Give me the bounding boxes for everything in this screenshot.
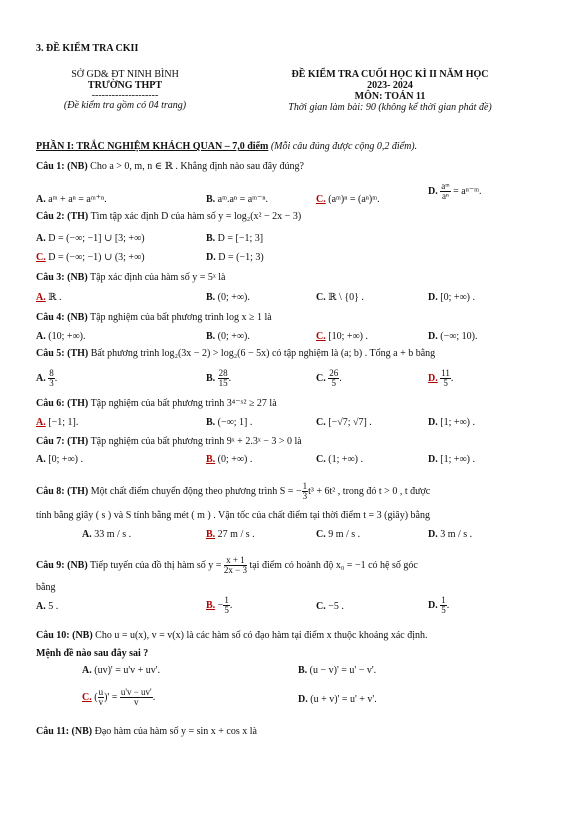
q6-option-d[interactable]: D. [1; +∞) . <box>428 417 475 428</box>
question-7 <box>36 436 302 447</box>
q1-option-a[interactable]: A. aᵐ + aⁿ = aᵐ⁺ⁿ. <box>36 194 107 205</box>
question-label: Câu 11: (NB) <box>36 726 93 737</box>
q6-option-c[interactable]: C. [−√7; √7] . <box>316 417 372 428</box>
q9-option-d[interactable]: D. $\frac{1}{5}$ . <box>428 595 450 615</box>
question-label: Câu 9: (NB) <box>36 559 88 571</box>
q10-option-b[interactable]: B. (u − v)' = u' − v'. <box>298 665 377 676</box>
question-11 <box>36 726 257 737</box>
header-right <box>245 69 535 113</box>
q5-option-c[interactable]: C. $\frac{26}{5}$ . <box>316 368 342 388</box>
q2-option-a[interactable]: A. D = (−∞; −1] ∪ [3; +∞) <box>36 233 145 244</box>
part1-heading <box>36 141 417 152</box>
q5-option-d[interactable]: D. $\frac{11}{5}$ . <box>428 368 454 388</box>
q4-option-a[interactable]: A. (10; +∞). <box>36 331 86 342</box>
q1-option-d[interactable]: D. $\frac{\text{aᵐ}}{\text{aⁿ}}$ = aⁿ⁻ᵐ. <box>428 181 482 201</box>
q9-option-c[interactable]: C. −5 . <box>316 601 344 612</box>
q5-option-b[interactable]: B. $\frac{28}{15}$ . <box>206 368 232 388</box>
question-label: Câu 2: (TH) <box>36 211 89 222</box>
q1-option-b[interactable]: B. aᵐ.aⁿ = aᵐ⁻ⁿ. <box>206 194 268 205</box>
q3-option-c[interactable]: C. ℝ \ {0} . <box>316 292 364 303</box>
question-10 <box>36 630 427 641</box>
q10-option-c[interactable]: C. ( $\frac{u}{v}$ )' = $\frac{u'v - uv'}{v}$ . <box>82 687 156 707</box>
question-text: Đạo hàm của hàm số y = sin x + cos x là <box>94 726 257 737</box>
question-text: Bất phương trình log₂(3x − 2) > log₂(6 − 5x) có tập nghiệm là (a; b) . Tổng a + b bằng <box>90 348 436 359</box>
q8-option-b[interactable]: B. 27 m / s . <box>206 529 255 540</box>
school-year: 2023- 2024 <box>367 80 413 91</box>
part1-note: (Mỗi câu đúng được cộng 0,2 điểm). <box>270 141 418 152</box>
q8-option-a[interactable]: A. 33 m / s . <box>82 529 132 540</box>
header-left <box>40 69 210 111</box>
question-5 <box>36 348 435 359</box>
fraction: $\frac{x + 1}{2x - 3}$ <box>223 555 247 575</box>
q7-option-c[interactable]: C. (1; +∞) . <box>316 454 363 465</box>
question-label: Câu 8: (TH) <box>36 485 89 497</box>
question-label: Câu 10: (NB) <box>36 630 93 641</box>
dept-name: SỞ GD& ĐT NINH BÌNH <box>71 69 179 80</box>
section-heading: 3. ĐỀ KIỂM TRA CKII <box>36 43 139 54</box>
question-9: Câu 9: (NB) Tiếp tuyến của đồ thị hàm số y = $\frac{x + 1}{2x - 3}$ tại điểm có hoành độ x₀ = −1 có hệ số góc <box>36 555 418 575</box>
fraction: $\frac{\text{aᵐ}}{\text{aⁿ}}$ <box>441 181 450 201</box>
subject: MÔN: TOÁN 11 <box>354 91 426 102</box>
question-text: Tập nghiệm của bất phương trình log x ≥ 1 là <box>90 312 272 323</box>
school-name: TRƯỜNG THPT <box>87 80 163 91</box>
question-label: Câu 7: (TH) <box>36 436 89 447</box>
question-text: Cho u = u(x), v = v(x) là các hàm số có đạo hàm tại điểm x thuộc khoảng xác định. <box>95 630 428 641</box>
q4-option-d[interactable]: D. (−∞; 10). <box>428 331 478 342</box>
question-label: Câu 5: (TH) <box>36 348 89 359</box>
q7-option-d[interactable]: D. [1; +∞) . <box>428 454 475 465</box>
exam-title: ĐỀ KIỂM TRA CUỐI HỌC KÌ II NĂM HỌC <box>291 69 489 80</box>
question-text: Tìm tập xác định D của hàm số y = log₂(x² − 2x − 3) <box>90 211 302 222</box>
question-8: Câu 8: (TH) Một chất điểm chuyển động theo phương trình S = − $\frac{1}{3}$ t³ + 6t² , trong đó t > 0 , t được <box>36 481 431 501</box>
q9-option-a[interactable]: A. 5 . <box>36 601 59 612</box>
q2-option-d[interactable]: D. D = (−1; 3) <box>206 252 264 263</box>
header-dashes: -------------------- <box>91 90 159 101</box>
question-6 <box>36 398 277 409</box>
q4-option-b[interactable]: B. (0; +∞). <box>206 331 250 342</box>
question-text: Tiếp tuyến của đồ thị hàm số y = <box>90 559 222 571</box>
q3-option-a[interactable]: A. ℝ . <box>36 292 62 303</box>
q8-option-d[interactable]: D. 3 m / s . <box>428 529 473 540</box>
q10-option-a[interactable]: A. (uv)' = u'v + uv'. <box>82 665 161 676</box>
q5-option-a[interactable]: A. $\frac{8}{3}$ . <box>36 368 58 388</box>
question-4 <box>36 312 272 323</box>
question-text: Tập xác định của hàm số y = 5ˣ là <box>90 272 226 283</box>
q6-option-a[interactable]: A. [−1; 1]. <box>36 417 79 428</box>
question-3 <box>36 272 225 283</box>
question-10-line-2: Mệnh đề nào sau đây sai ? <box>36 648 149 659</box>
question-label: Câu 1: (NB) <box>36 161 88 172</box>
part1-title: PHẦN I: TRẮC NGHIỆM KHÁCH QUAN – 7,0 điểm <box>36 141 269 152</box>
question-text: Một chất điểm chuyển động theo phương trình S = − <box>90 485 302 497</box>
question-2 <box>36 211 301 222</box>
q1-option-c[interactable]: C. (aᵐ)ⁿ = (aⁿ)ᵐ. <box>316 194 380 205</box>
time-note: Thời gian làm bài: 90 (không kể thời gian phát đề) <box>288 102 492 113</box>
q10-option-d[interactable]: D. (u + v)' = u' + v'. <box>298 694 377 705</box>
q3-option-b[interactable]: B. (0; +∞). <box>206 292 250 303</box>
q8-option-c[interactable]: C. 9 m / s . <box>316 529 361 540</box>
q9-option-b[interactable]: B. − $\frac{1}{5}$ . <box>206 595 233 615</box>
q2-option-c[interactable]: C. D = (−∞; −1) ∪ (3; +∞) <box>36 252 145 263</box>
question-text: Tập nghiệm của bất phương trình 9ˣ + 2.3ˣ − 3 > 0 là <box>90 436 302 447</box>
q3-option-d[interactable]: D. [0; +∞) . <box>428 292 475 303</box>
question-8-line-2: tính bằng giây ( s ) và S tính bằng mét ( m ) . Vận tốc của chất điểm tại thời điểm t = 3 (giây) bằng <box>36 510 430 521</box>
page-count-note: (Đề kiểm tra gồm có 04 trang) <box>63 100 187 111</box>
q2-option-b[interactable]: B. D = [−1; 3] <box>206 233 264 244</box>
question-label: Câu 6: (TH) <box>36 398 89 409</box>
q4-option-c[interactable]: C. [10; +∞) . <box>316 331 368 342</box>
q6-option-b[interactable]: B. (−∞; 1] . <box>206 417 253 428</box>
question-text: Tập nghiệm của bất phương trình 3⁴⁻ˣ² ≥ 27 là <box>90 398 277 409</box>
question-text: Cho a > 0, m, n ∈ ℝ . Khẳng định nào sau đây đúng? <box>90 161 304 172</box>
fraction: $\frac{1}{3}$ <box>302 481 308 501</box>
question-1 <box>36 161 304 172</box>
question-9-line-2: bằng <box>36 582 56 593</box>
q7-option-b[interactable]: B. (0; +∞) . <box>206 454 253 465</box>
q7-option-a[interactable]: A. [0; +∞) . <box>36 454 83 465</box>
question-label: Câu 3: (NB) <box>36 272 88 283</box>
question-label: Câu 4: (NB) <box>36 312 88 323</box>
